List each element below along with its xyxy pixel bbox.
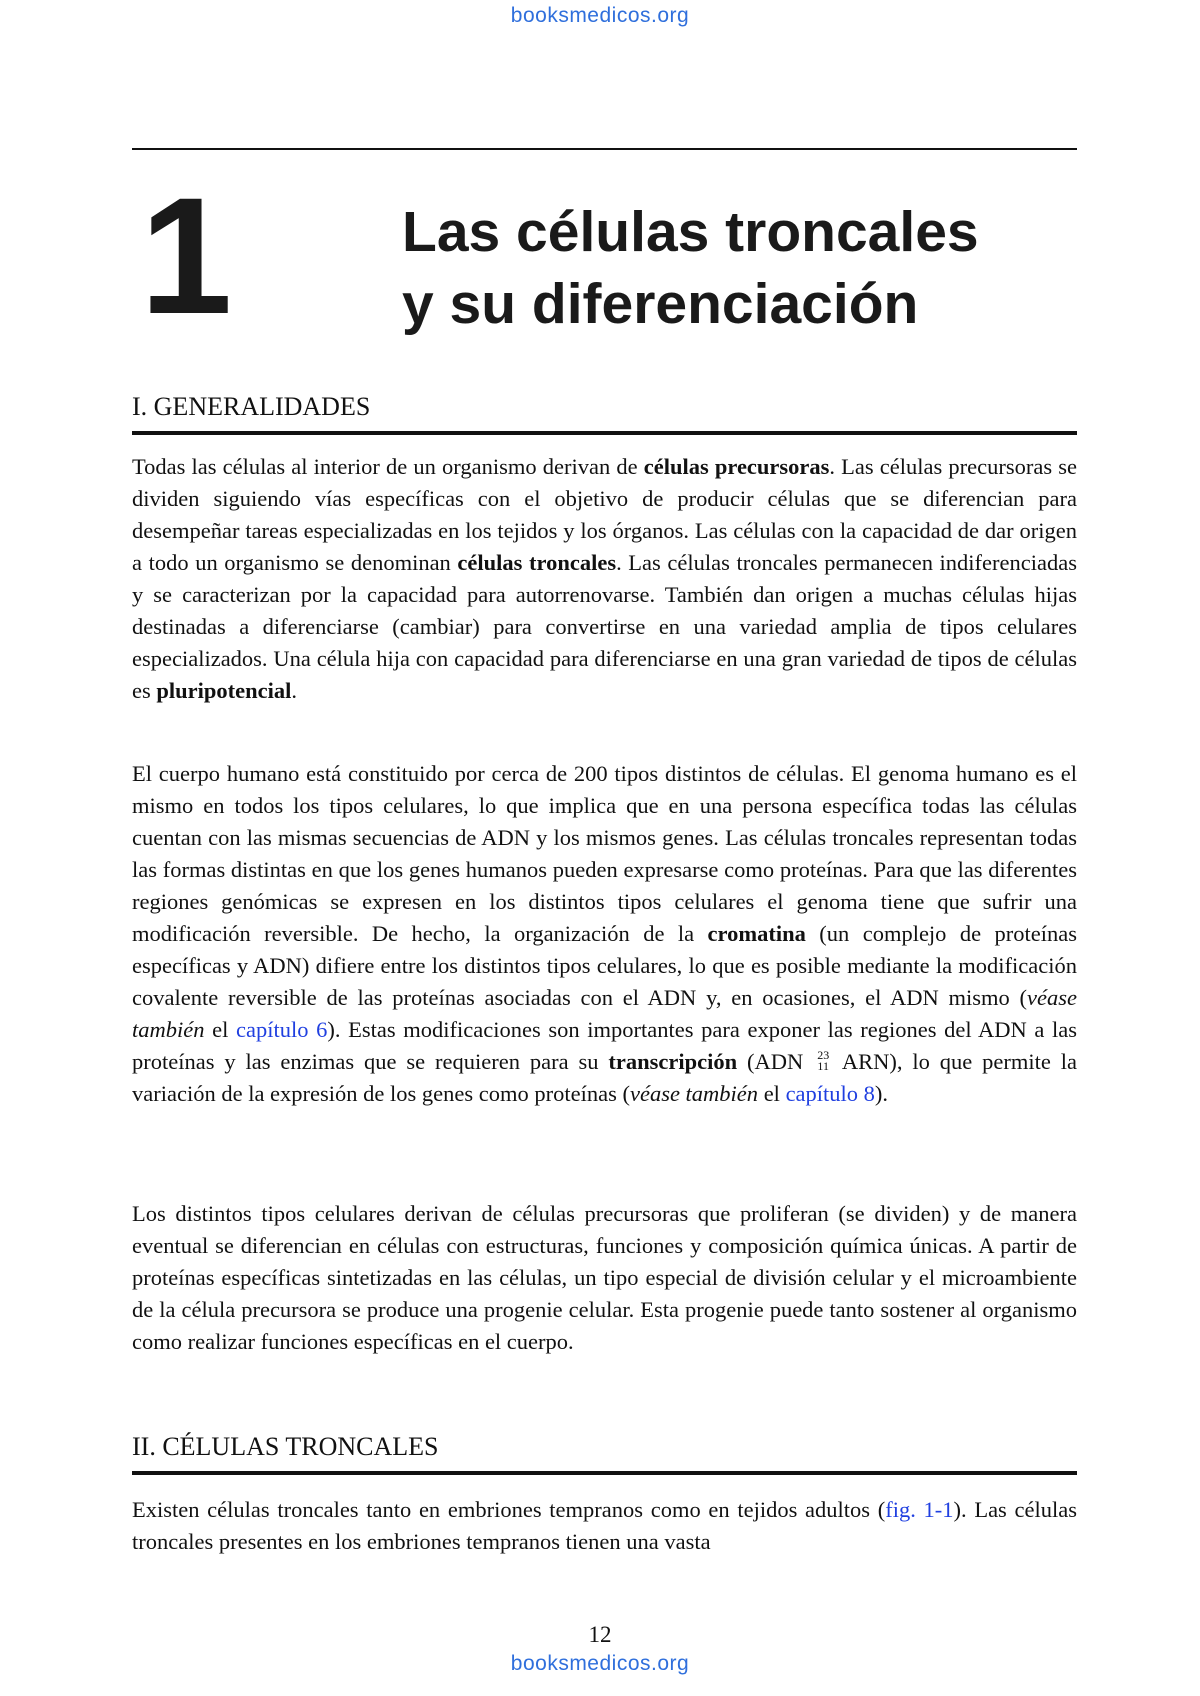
watermark-top[interactable]: booksmedicos.org — [510, 4, 690, 27]
text-run: Todas las células al interior de un organismo derivan de — [132, 454, 644, 479]
section-rule — [132, 431, 1077, 435]
text-run: . Las células troncales permanecen indiferenciadas y se caracterizan por la capacidad para autorrenovarse. También dan origen a muchas células hijas destinadas a diferenciarse (cambiar) para convertirse en una variedad amplia de tipos celulares especializados. Una célula hija con capacidad para diferenciarse en una gran variedad de tipos de células es — [132, 550, 1077, 703]
chapter-title-line2: y su diferenciación — [402, 272, 919, 336]
link-capitulo-8[interactable]: capítulo 8 — [785, 1081, 875, 1106]
text-run: El cuerpo humano está constituido por cerca de 200 tipos distintos de células. El genoma humano es el mismo en todos los tipos celulares, lo que implica que en una persona específica todas las células cuentan con las mismas secuencias de ADN y los mismos genes. Las células troncales representan todas las formas distintas en que los genes humanos pueden expresarse como proteínas. Para que las diferentes regiones genómicas se expresen en los distintos tipos celulares el genoma tiene que sufrir una modificación reversible. De hecho, la organización de la — [132, 761, 1077, 946]
fraction-bottom: 11 — [817, 1058, 829, 1073]
text-run: . Las células precursoras se dividen siguiendo vías específicas con el objetivo de producir células que se diferencian para desempeñar tareas especializadas en los tejidos y los órganos. Las células con la capacidad de dar origen a todo un organismo se denominan — [132, 454, 1077, 575]
text-run: (ADN — [737, 1049, 814, 1074]
text-run: ARN), lo que permite la variación de la expresión de los genes como proteínas ( — [132, 1049, 1077, 1106]
link-capitulo-6[interactable]: capítulo 6 — [236, 1017, 328, 1042]
term-pluripotencial: pluripotencial — [156, 678, 292, 703]
paragraph-3: Los distintos tipos celulares derivan de células precursoras que proliferan (se dividen) y de manera eventual se diferencian en células con estructuras, funciones y composición química únicas. A partir de proteínas específicas sintetizadas en las células, un tipo especial de división celular y el microambiente de la célula precursora se produce una progenie celular. Esta progenie puede tanto sostener al organismo como realizar funciones específicas en el cuerpo. — [132, 1201, 1077, 1354]
text-run: ). Estas modificaciones son importantes para exponer las regiones del ADN a las proteínas y las enzimas que se requieren para su — [132, 1017, 1077, 1074]
text-run: . — [291, 678, 298, 703]
section-rule — [132, 1471, 1077, 1475]
term-transcripcion: transcripción — [608, 1049, 738, 1074]
section-heading-generalidades: I. GENERALIDADES — [132, 392, 371, 421]
section-heading-celulas-troncales: II. CÉLULAS TRONCALES — [132, 1432, 439, 1461]
paragraph-2 — [132, 758, 1077, 1110]
text-run: (un complejo de proteínas específicas y ADN) difiere entre los distintos tipos celulares, lo que es posible mediante la modificación covalente reversible de las proteínas asociadas con el ADN y, en ocasiones, el ADN mismo ( — [132, 921, 1077, 1010]
italic-vease-tambien: véase también — [629, 1081, 759, 1106]
term-cromatina: cromatina — [707, 921, 806, 946]
fraction-top: 23 — [817, 1047, 830, 1062]
text-run: el — [758, 1081, 786, 1106]
chapter-number: 1 — [140, 164, 229, 349]
text-run: Existen células troncales tanto en embriones tempranos como en tejidos adultos ( — [132, 1497, 886, 1522]
page-number: 12 — [588, 1622, 612, 1647]
text-run: el — [204, 1017, 237, 1042]
top-rule — [132, 148, 1077, 150]
term-celulas-precursoras: células precursoras — [643, 454, 830, 479]
text-run: ). — [874, 1081, 889, 1106]
link-fig-1-1[interactable]: fig. 1-1 — [885, 1497, 954, 1522]
chapter-title — [402, 196, 1082, 340]
paragraph-4 — [132, 1494, 1077, 1558]
watermark-bottom[interactable]: booksmedicos.org — [510, 1652, 690, 1675]
italic-vease-tambien: véase también — [132, 985, 1077, 1042]
chapter-title-line1: Las células troncales — [402, 200, 979, 264]
term-celulas-troncales: células troncales — [457, 550, 617, 575]
text-run: ). Las células troncales presentes en los embriones tempranos tienen una vasta — [132, 1497, 1077, 1554]
arrow-fraction — [817, 1047, 830, 1073]
paragraph-1 — [132, 451, 1077, 707]
